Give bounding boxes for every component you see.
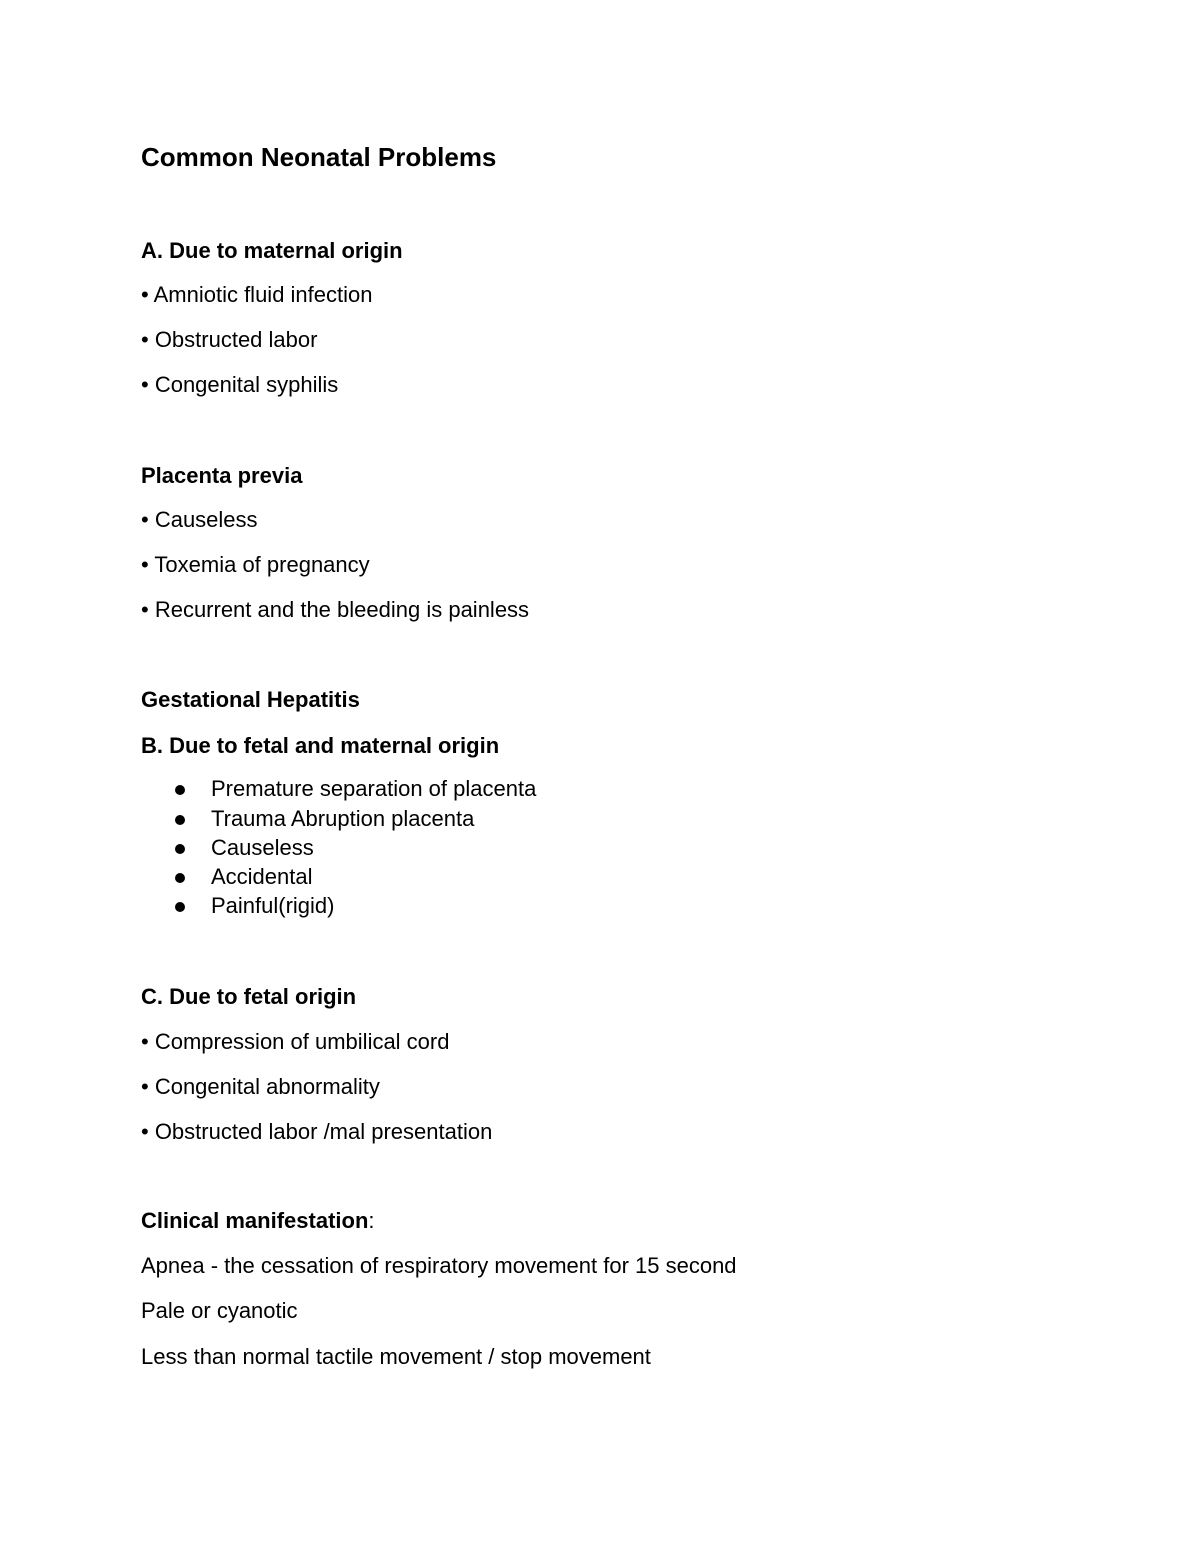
document-title: Common Neonatal Problems xyxy=(141,142,497,172)
section-c-heading: C. Due to fetal origin xyxy=(141,984,357,1009)
bullet-icon xyxy=(175,844,185,854)
clinical-heading: Clinical manifestation xyxy=(141,1208,369,1233)
gestational-hepatitis-heading: Gestational Hepatitis xyxy=(141,687,360,712)
section-b-item-text: Accidental xyxy=(211,864,313,889)
section-c-item: • Compression of umbilical cord xyxy=(141,1029,450,1054)
bullet-icon xyxy=(175,873,185,883)
placenta-previa-item: • Recurrent and the bleeding is painless xyxy=(141,597,530,622)
section-b-item-text: Painful(rigid) xyxy=(211,893,335,918)
clinical-heading-colon: : xyxy=(368,1208,375,1233)
clinical-line: Less than normal tactile movement / stop movement xyxy=(141,1344,651,1369)
section-b-list-item xyxy=(0,835,1200,865)
placenta-previa-item: • Toxemia of pregnancy xyxy=(141,552,370,577)
clinical-line: Apnea - the cessation of respiratory movement for 15 second xyxy=(141,1253,737,1278)
section-c-item: • Obstructed labor /mal presentation xyxy=(141,1119,493,1144)
placenta-previa-item: • Causeless xyxy=(141,507,258,532)
section-a-heading: A. Due to maternal origin xyxy=(141,238,403,263)
bullet-icon xyxy=(175,815,185,825)
section-b-list-item xyxy=(0,776,1200,806)
section-b-list-item xyxy=(0,864,1200,894)
section-a-item: • Congenital syphilis xyxy=(141,372,339,397)
section-a-item: • Amniotic fluid infection xyxy=(141,282,373,307)
bullet-icon xyxy=(175,902,185,912)
section-c-item: • Congenital abnormality xyxy=(141,1074,380,1099)
clinical-line: Pale or cyanotic xyxy=(141,1298,298,1323)
section-b-list-item xyxy=(0,806,1200,836)
placenta-previa-heading: Placenta previa xyxy=(141,463,303,488)
section-b-item-text: Causeless xyxy=(211,835,314,860)
bullet-icon xyxy=(175,785,185,795)
section-a-item: • Obstructed labor xyxy=(141,327,318,352)
section-b-heading: B. Due to fetal and maternal origin xyxy=(141,733,500,758)
clinical-heading-line xyxy=(141,1208,375,1234)
section-b-item-text: Premature separation of placenta xyxy=(211,776,537,801)
section-b-list-item xyxy=(0,893,1200,923)
section-b-item-text: Trauma Abruption placenta xyxy=(211,806,475,831)
